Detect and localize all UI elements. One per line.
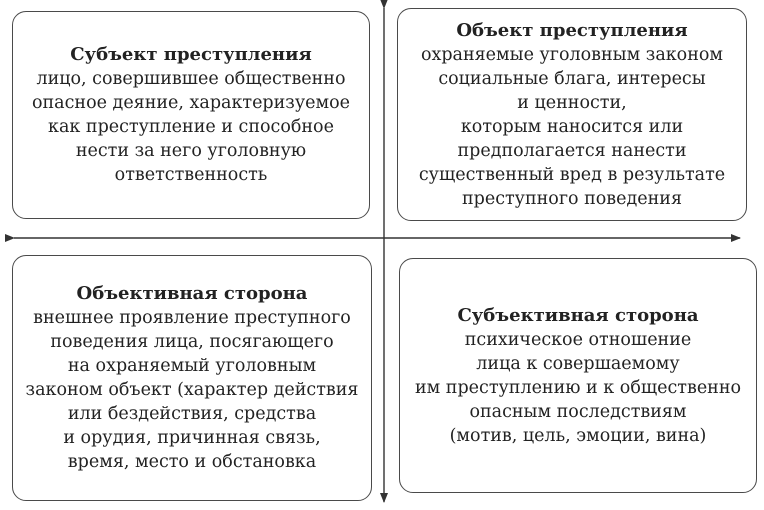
subjective-side-line-4: опасным последствиям	[469, 401, 687, 422]
subject-of-crime-line-2: опасное деяние, характеризуемое	[31, 93, 351, 113]
objective-side-title: Объективная сторона	[76, 283, 308, 304]
subjective-side-line-3: им преступлению и к общественно	[414, 377, 742, 398]
subject-of-crime-line-4: нести за него уголовную	[75, 141, 307, 161]
objective-side-line-6: и орудия, причинная связь,	[63, 428, 321, 448]
objective-side-box	[12, 255, 372, 501]
subjective-side-title: Субъективная сторона	[457, 304, 699, 326]
object-of-crime-line-7: преступного поведения	[461, 188, 683, 209]
object-of-crime-line-6: существенный вред в результате	[418, 164, 726, 185]
subjective-side-line-2: лица к совершаемому	[476, 353, 680, 374]
object-of-crime-line-3: и ценности,	[517, 92, 627, 113]
object-of-crime-box	[397, 8, 747, 221]
object-of-crime-line-4: которым наносится или	[460, 116, 684, 137]
subjective-side-line-1: психическое отношение	[464, 329, 692, 350]
objective-side-line-4: законом объект (характер действия	[25, 380, 359, 400]
objective-side-line-3: на охраняемый уголовным	[67, 356, 317, 376]
object-of-crime-line-5: предполагается нанести	[457, 140, 687, 161]
object-of-crime-line-2: социальные блага, интересы	[438, 68, 706, 89]
objective-side-line-2: поведения лица, посягающего	[50, 332, 334, 352]
objective-side-line-7: время, место и обстановка	[67, 452, 317, 472]
subjective-side-line-5: (мотив, цель, эмоции, вина)	[449, 425, 707, 446]
subject-of-crime-line-5: ответственность	[114, 165, 268, 185]
object-of-crime-line-1: охраняемые уголовным законом	[420, 44, 724, 65]
subject-of-crime-line-3: как преступление и способное	[48, 117, 334, 137]
object-of-crime-title: Объект преступления	[456, 19, 688, 41]
objective-side-line-5: или бездействия, средства	[67, 404, 317, 424]
subject-of-crime-line-1: лицо, совершившее общественно	[36, 69, 346, 89]
subjective-side-box	[399, 258, 757, 493]
objective-side-line-1: внешнее проявление преступного	[33, 308, 351, 328]
subject-of-crime-box	[12, 11, 370, 219]
subject-of-crime-title: Субъект преступления	[70, 44, 312, 65]
